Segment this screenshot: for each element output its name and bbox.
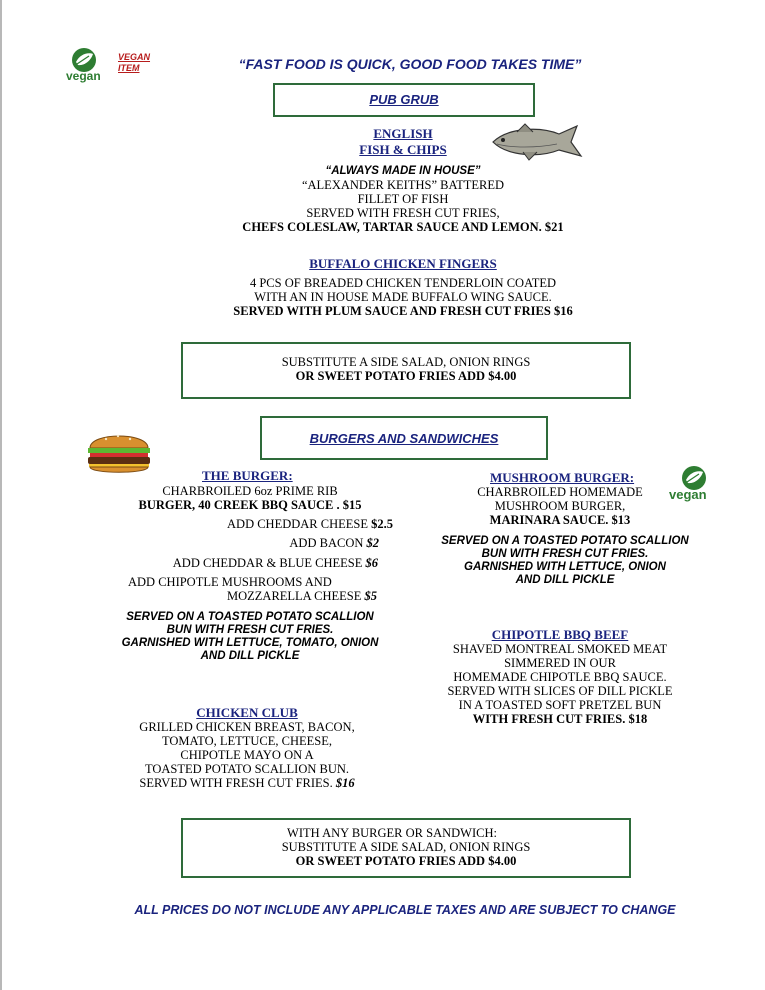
mushroom-burger-title: MUSHROOM BURGER: bbox=[490, 470, 635, 485]
addon-label-2 bbox=[110, 589, 410, 603]
fish-chips-title-2: FISH & CHIPS bbox=[359, 142, 447, 157]
chipotle-bbq-description bbox=[410, 642, 710, 726]
burgers-heading: BURGERS AND SANDWICHES bbox=[309, 431, 499, 446]
addon-price: $2.5 bbox=[371, 517, 393, 531]
substitute-line: SUBSTITUTE A SIDE SALAD, ONION RINGS bbox=[281, 840, 531, 854]
addon-mushroom-mozzarella bbox=[110, 575, 410, 603]
addon-cheddar-blue bbox=[110, 556, 378, 570]
chicken-club-line: GRILLED CHICKEN BREAST, BACON, bbox=[139, 720, 355, 734]
mushroom-burger-description bbox=[420, 485, 700, 527]
vegan-item-label: VEGAN bbox=[118, 52, 151, 62]
served-line: SERVED ON A TOASTED POTATO SCALLION bbox=[441, 535, 689, 547]
served-line: AND DILL PICKLE bbox=[200, 650, 300, 662]
fish-chips-line: “ALWAYS MADE IN HOUSE” bbox=[325, 165, 481, 177]
chicken-club-line: TOMATO, LETTUCE, CHEESE, bbox=[161, 734, 333, 748]
chicken-club-title: CHICKEN CLUB bbox=[196, 705, 298, 720]
vegan-legend bbox=[62, 46, 172, 86]
addon-price: $5 bbox=[364, 589, 377, 603]
substitute-line: OR SWEET POTATO FRIES ADD $4.00 bbox=[295, 854, 517, 868]
addon-price: $2 bbox=[366, 536, 379, 550]
the-burger-served bbox=[85, 611, 415, 663]
served-line: BUN WITH FRESH CUT FRIES. bbox=[481, 548, 649, 560]
the-burger-line: CHARBROILED 6oz PRIME RIB bbox=[162, 484, 338, 498]
fish-chips-line: CHEFS COLESLAW, TARTAR SAUCE AND LEMON. $21 bbox=[242, 220, 564, 234]
fish-chips-description bbox=[130, 165, 676, 234]
chipotle-line: IN A TOASTED SOFT PRETZEL BUN bbox=[458, 698, 662, 712]
buffalo-line: 4 PCS OF BREADED CHICKEN TENDERLOIN COATED bbox=[249, 276, 557, 290]
served-line: GARNISHED WITH LETTUCE, TOMATO, ONION bbox=[121, 637, 379, 649]
substitute-line: WITH ANY BURGER OR SANDWICH: bbox=[287, 826, 497, 840]
fish-icon bbox=[487, 122, 585, 162]
fish-chips-line: SERVED WITH FRESH CUT FRIES, bbox=[306, 206, 500, 220]
the-burger-title: THE BURGER: bbox=[202, 468, 293, 483]
chipotle-line: SHAVED MONTREAL SMOKED MEAT bbox=[452, 642, 668, 656]
chipotle-line: WITH FRESH CUT FRIES. $18 bbox=[472, 712, 648, 726]
sandwich-substitute-box bbox=[181, 818, 631, 878]
chicken-club-price: $16 bbox=[335, 776, 355, 790]
mushroom-burger-served bbox=[410, 535, 720, 587]
buffalo-line: WITH AN IN HOUSE MADE BUFFALO WING SAUCE. bbox=[254, 290, 552, 304]
buffalo-title: BUFFALO CHICKEN FINGERS bbox=[309, 256, 497, 271]
addon-label: ADD CHIPOTLE MUSHROOMS AND bbox=[128, 575, 332, 589]
mushroom-line: MUSHROOM BURGER, bbox=[494, 499, 626, 513]
chicken-club-line: TOASTED POTATO SCALLION BUN. bbox=[144, 762, 350, 776]
chipotle-line: HOMEMADE CHIPOTLE BBQ SAUCE. bbox=[453, 670, 667, 684]
burger-icon bbox=[84, 424, 154, 476]
mushroom-line: CHARBROILED HOMEMADE bbox=[477, 485, 643, 499]
tagline: “FAST FOOD IS QUICK, GOOD FOOD TAKES TIME” bbox=[238, 56, 582, 72]
addon-label: ADD CHEDDAR CHEESE bbox=[227, 517, 372, 531]
addon-label: ADD BACON bbox=[289, 536, 367, 550]
served-line: GARNISHED WITH LETTUCE, ONION bbox=[464, 561, 666, 573]
page-edge bbox=[0, 0, 2, 990]
addon-cheddar bbox=[110, 517, 393, 531]
the-burger-description bbox=[110, 484, 390, 512]
price-disclaimer: ALL PRICES DO NOT INCLUDE ANY APPLICABLE TAXES AND ARE SUBJECT TO CHANGE bbox=[134, 903, 676, 917]
burgers-heading-box bbox=[260, 416, 548, 460]
fish-chips-line: “ALEXANDER KEITHS” BATTERED bbox=[301, 178, 505, 192]
fish-chips-line: FILLET OF FISH bbox=[357, 192, 449, 206]
addon-label: MOZZARELLA CHEESE bbox=[227, 589, 365, 603]
fish-chips-title: ENGLISH bbox=[373, 126, 433, 141]
substitute-box bbox=[181, 342, 631, 399]
mushroom-line: MARINARA SAUCE. $13 bbox=[489, 513, 631, 527]
chipotle-line: SERVED WITH SLICES OF DILL PICKLE bbox=[447, 684, 673, 698]
served-line: BUN WITH FRESH CUT FRIES. bbox=[166, 624, 334, 636]
addon-bacon bbox=[110, 536, 379, 550]
served-line: SERVED ON A TOASTED POTATO SCALLION bbox=[126, 611, 374, 623]
chicken-club-line: CHIPOTLE MAYO ON A bbox=[180, 748, 314, 762]
vegan-item-label-2: ITEM bbox=[118, 63, 140, 73]
substitute-line: SUBSTITUTE A SIDE SALAD, ONION RINGS bbox=[281, 355, 531, 369]
pub-grub-heading-box bbox=[273, 83, 535, 117]
buffalo-line: SERVED WITH PLUM SAUCE AND FRESH CUT FRIES $16 bbox=[233, 304, 573, 318]
chipotle-bbq-title: CHIPOTLE BBQ BEEF bbox=[491, 627, 629, 642]
substitute-line: OR SWEET POTATO FRIES ADD $4.00 bbox=[295, 369, 517, 383]
chicken-club-line bbox=[97, 776, 397, 790]
addon-price: $6 bbox=[365, 556, 378, 570]
served-line: AND DILL PICKLE bbox=[515, 574, 615, 586]
vegan-badge-text: vegan bbox=[66, 69, 101, 83]
chicken-club-description bbox=[97, 720, 397, 790]
chicken-club-last-line: SERVED WITH FRESH CUT FRIES. bbox=[139, 776, 336, 790]
addon-label: ADD CHEDDAR & BLUE CHEESE bbox=[172, 556, 366, 570]
buffalo-description bbox=[130, 276, 676, 318]
vegan-badge-text: vegan bbox=[669, 487, 707, 502]
pub-grub-heading: PUB GRUB bbox=[369, 92, 439, 107]
chipotle-line: SIMMERED IN OUR bbox=[504, 656, 616, 670]
the-burger-line: BURGER, 40 CREEK BBQ SAUCE . $15 bbox=[138, 498, 362, 512]
